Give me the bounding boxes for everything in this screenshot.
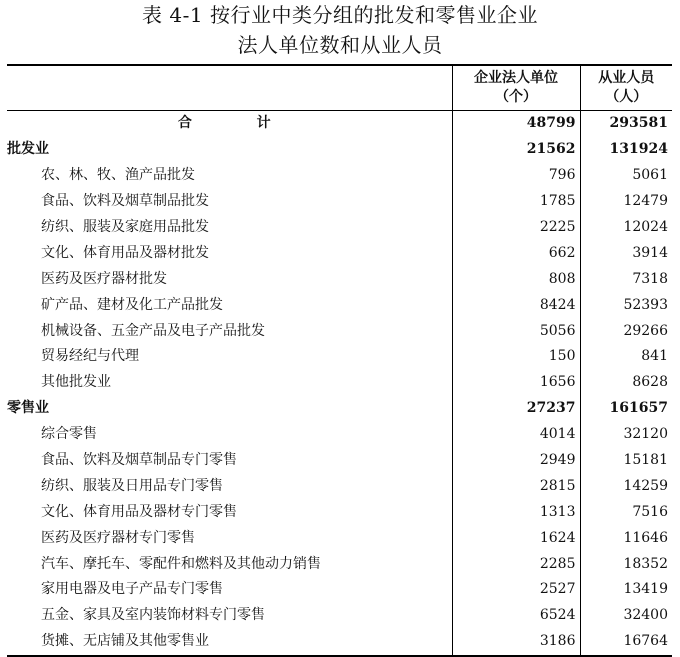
table-row (7, 266, 672, 292)
row-employees: 12024 (580, 215, 672, 241)
table-row-category (7, 137, 672, 163)
row-name: 机械设备、五金产品及电子产品批发 (41, 322, 265, 339)
row-units: 2527 (452, 577, 580, 603)
table-row (7, 370, 672, 396)
table-row (7, 240, 672, 266)
table-row (7, 422, 672, 448)
row-name: 文化、体育用品及器材批发 (41, 244, 209, 261)
table-row (7, 551, 672, 577)
header-row (7, 65, 672, 111)
row-name: 零售业 (7, 400, 49, 417)
row-name: 合 计 (177, 115, 301, 132)
row-units: 8424 (452, 292, 580, 318)
row-units: 150 (452, 344, 580, 370)
row-name: 其他批发业 (41, 374, 111, 391)
row-employees: 14259 (580, 473, 672, 499)
row-name: 家用电器及电子产品专门零售 (41, 581, 223, 598)
row-employees: 5061 (580, 163, 672, 189)
row-employees: 15181 (580, 448, 672, 474)
statistics-table (7, 64, 672, 657)
header-industry (7, 65, 452, 111)
row-units: 808 (452, 266, 580, 292)
row-units: 1656 (452, 370, 580, 396)
table-row (7, 215, 672, 241)
row-employees: 32400 (580, 603, 672, 629)
row-name: 汽车、摩托车、零配件和燃料及其他动力销售 (41, 555, 321, 572)
row-employees: 7516 (580, 499, 672, 525)
row-name: 综合零售 (41, 426, 97, 443)
row-employees: 131924 (580, 137, 672, 163)
table-row (7, 473, 672, 499)
row-units: 1785 (452, 189, 580, 215)
row-employees: 841 (580, 344, 672, 370)
row-employees: 3914 (580, 240, 672, 266)
row-name: 食品、饮料及烟草制品专门零售 (41, 452, 237, 469)
table-header (7, 65, 672, 111)
row-units: 662 (452, 240, 580, 266)
row-employees: 13419 (580, 577, 672, 603)
row-units: 2949 (452, 448, 580, 474)
row-employees: 8628 (580, 370, 672, 396)
header-employees-unit: （人） (605, 89, 648, 105)
row-employees: 52393 (580, 292, 672, 318)
row-name: 货摊、无店铺及其他零售业 (41, 633, 209, 650)
table-row (7, 577, 672, 603)
header-units-unit: （个） (495, 89, 537, 105)
row-name: 纺织、服装及家庭用品批发 (41, 219, 209, 235)
row-name: 食品、饮料及烟草制品批发 (41, 193, 209, 210)
row-name: 批发业 (7, 141, 49, 158)
statistics-table-container (7, 64, 672, 657)
row-units: 1313 (452, 499, 580, 525)
row-units: 5056 (452, 318, 580, 344)
row-units: 6524 (452, 603, 580, 629)
row-employees: 7318 (580, 266, 672, 292)
row-units: 2225 (452, 215, 580, 241)
table-title-line-2: 法人单位数和从业人员 (237, 33, 443, 57)
table-row (7, 189, 672, 215)
row-name: 五金、家具及室内装饰材料专门零售 (41, 607, 265, 624)
row-employees: 11646 (580, 525, 672, 551)
row-units: 2815 (452, 473, 580, 499)
row-units: 2285 (452, 551, 580, 577)
header-employees (580, 65, 672, 111)
row-units: 3186 (452, 629, 580, 656)
table-row-total (7, 111, 672, 137)
table-row-category (7, 396, 672, 422)
table-title-line-1: 表 4-1 按行业中类分组的批发和零售业企业 (142, 3, 538, 27)
table-row (7, 163, 672, 189)
header-employees-label: 从业人员 (598, 70, 655, 86)
row-name: 医药及医疗器材专门零售 (41, 529, 195, 546)
table-body (7, 111, 672, 656)
row-employees: 293581 (580, 111, 672, 137)
table-row (7, 499, 672, 525)
row-name: 贸易经纪与代理 (41, 348, 139, 365)
table-row (7, 629, 672, 656)
row-employees: 32120 (580, 422, 672, 448)
row-name: 医药及医疗器材批发 (41, 270, 167, 287)
row-units: 48799 (452, 111, 580, 137)
row-name: 纺织、服装及日用品专门零售 (41, 477, 223, 494)
row-employees: 161657 (580, 396, 672, 422)
row-units: 1624 (452, 525, 580, 551)
row-units: 796 (452, 163, 580, 189)
row-units: 4014 (452, 422, 580, 448)
table-row (7, 318, 672, 344)
table-row (7, 525, 672, 551)
row-employees: 18352 (580, 551, 672, 577)
row-units: 27237 (452, 396, 580, 422)
table-row (7, 448, 672, 474)
row-name: 农、林、牧、渔产品批发 (41, 167, 195, 184)
table-row (7, 603, 672, 629)
table-row (7, 292, 672, 318)
header-units-label: 企业法人单位 (474, 70, 558, 86)
table-row (7, 344, 672, 370)
row-employees: 12479 (580, 189, 672, 215)
row-employees: 16764 (580, 629, 672, 656)
row-units: 21562 (452, 137, 580, 163)
row-employees: 29266 (580, 318, 672, 344)
row-name: 文化、体育用品及器材专门零售 (41, 503, 237, 520)
row-name: 矿产品、建材及化工产品批发 (41, 296, 223, 313)
header-units (452, 65, 580, 111)
